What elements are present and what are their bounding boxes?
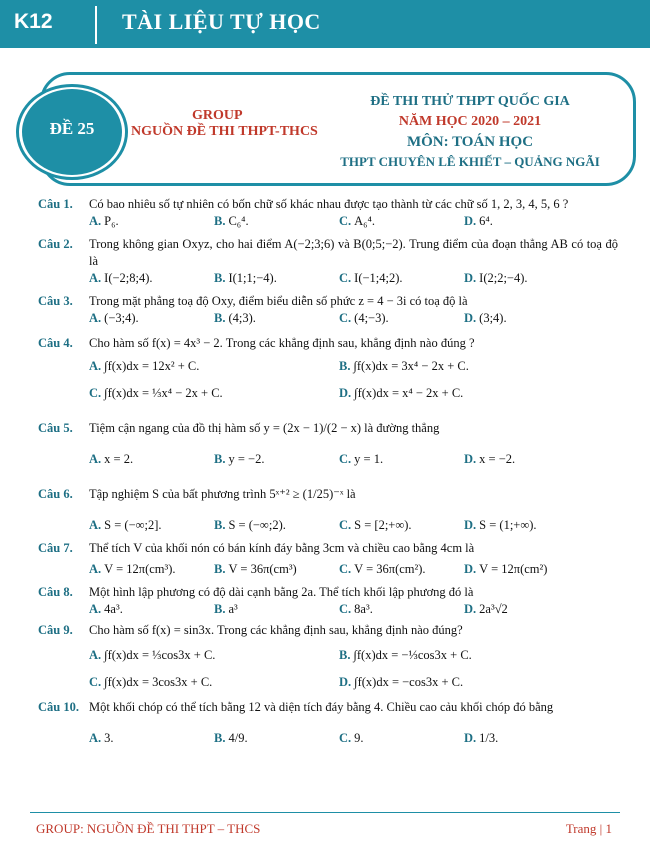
option-label: D. [464, 214, 477, 228]
option-text: ∫f(x)dx = −cos3x + C. [354, 675, 464, 689]
option-label: A. [89, 452, 102, 466]
option [214, 517, 339, 534]
option [339, 561, 464, 578]
option-label: A. [89, 359, 102, 373]
option [214, 601, 339, 618]
option [339, 601, 464, 618]
option [214, 561, 339, 578]
question-number: Câu 8. [38, 585, 73, 599]
question-number: Câu 7. [38, 541, 73, 555]
option [89, 270, 214, 287]
option-text: 6⁴. [479, 214, 493, 228]
question [38, 540, 618, 578]
option [464, 601, 589, 618]
option-text: 2a³√2 [479, 602, 508, 616]
option [464, 561, 589, 578]
question-number: Câu 3. [38, 294, 73, 308]
option [89, 310, 214, 327]
option [339, 451, 464, 468]
option-text: ∫f(x)dx = 12x² + C. [104, 359, 200, 373]
option-text: (−3;4). [104, 311, 139, 325]
option [464, 517, 589, 534]
option-label: A. [89, 214, 102, 228]
option [339, 270, 464, 287]
option-row [89, 213, 618, 230]
option [464, 730, 589, 747]
question [38, 699, 618, 747]
option-text: C₆⁴. [228, 214, 249, 228]
exam-info [330, 92, 610, 172]
option-label: D. [464, 602, 477, 616]
top-banner [0, 0, 650, 48]
option-text: V = 36π(cm³) [228, 562, 297, 576]
subject: MÔN: TOÁN HỌC [406, 134, 534, 150]
option [339, 385, 589, 402]
option-row [89, 601, 618, 618]
question-text: Trong không gian Oxyz, cho hai điểm A(−2;3;6) và B(0;5;−2). Trung điểm của đoạn thẳng AB có toạ độ là [89, 237, 618, 268]
question [38, 293, 618, 327]
option [89, 601, 214, 618]
option-label: C. [339, 562, 352, 576]
question-text: Một khối chóp có thể tích bằng 12 và diện tích đáy bằng 4. Chiều cao cảu khối chóp đó bằng [89, 700, 554, 714]
option [339, 310, 464, 327]
option-label: C. [339, 214, 352, 228]
exam-number-label: ĐỀ 25 [49, 119, 95, 138]
option-text: 9. [354, 731, 364, 745]
option-row [89, 451, 618, 468]
option [89, 385, 339, 402]
option [214, 730, 339, 747]
option-row [89, 674, 618, 691]
option [89, 358, 339, 375]
banner-divider [95, 6, 97, 44]
option-label: D. [464, 271, 477, 285]
option-label: A. [89, 731, 102, 745]
option [214, 270, 339, 287]
option-text: ∫f(x)dx = ⅓x⁴ − 2x + C. [104, 386, 223, 400]
question-text: Thể tích V của khối nón có bán kính đáy bằng 3cm và chiều cao bằng 4cm là [89, 541, 475, 555]
question-number: Câu 5. [38, 421, 73, 435]
option-text: S = (1;+∞). [479, 518, 537, 532]
option-label: C. [339, 271, 352, 285]
option-text: 4a³. [104, 602, 123, 616]
option-label: C. [339, 731, 352, 745]
option-text: I(−1;4;2). [354, 271, 403, 285]
option [89, 517, 214, 534]
option-text: (3;4). [479, 311, 507, 325]
option-text: ∫f(x)dx = x⁴ − 2x + C. [354, 386, 464, 400]
option-row [89, 310, 618, 327]
option-row [89, 730, 618, 747]
option-label: C. [339, 311, 352, 325]
school-name: THPT CHUYÊN LÊ KHIẾT – QUẢNG NGÃI [340, 154, 600, 169]
option-text: (4;3). [228, 311, 256, 325]
option-label: B. [214, 602, 226, 616]
option [339, 647, 589, 664]
option-text: I(2;2;−4). [479, 271, 528, 285]
option-row [89, 358, 618, 375]
option-text: a³ [228, 602, 238, 616]
option [339, 674, 589, 691]
option [89, 674, 339, 691]
option [89, 213, 214, 230]
option-text: V = 36π(cm²). [354, 562, 426, 576]
option-label: A. [89, 271, 102, 285]
option-label: D. [464, 562, 477, 576]
question [38, 236, 618, 287]
option-label: A. [89, 602, 102, 616]
option [339, 730, 464, 747]
option-text: y = −2. [228, 452, 265, 466]
option-label: B. [214, 311, 226, 325]
option-label: C. [339, 602, 352, 616]
question-text: Cho hàm số f(x) = 4x³ − 2. Trong các khẳng định sau, khẳng định nào đúng ? [89, 336, 475, 350]
option-label: D. [464, 731, 477, 745]
option-label: D. [339, 675, 352, 689]
question [38, 335, 618, 402]
option [89, 561, 214, 578]
question-list [38, 196, 618, 747]
option-text: ∫f(x)dx = 3cos3x + C. [104, 675, 213, 689]
option-label: B. [214, 271, 226, 285]
option-label: B. [214, 562, 226, 576]
option [214, 310, 339, 327]
option [464, 270, 589, 287]
question-text: Tập nghiệm S của bất phương trình 5ˣ⁺² ≥ (1/25)⁻ˣ là [89, 487, 356, 501]
question-text: Có bao nhiêu số tự nhiên có bốn chữ số khác nhau được tạo thành từ các chữ số 1, 2, 3, 4, 5, 6 ? [89, 197, 569, 211]
option-text: 4/9. [228, 731, 248, 745]
option [89, 730, 214, 747]
question-number: Câu 4. [38, 336, 73, 350]
question [38, 486, 618, 534]
question-number: Câu 2. [38, 237, 73, 251]
option [89, 647, 339, 664]
option-text: x = −2. [479, 452, 516, 466]
option-text: A₆⁴. [354, 214, 376, 228]
exam-number-badge [22, 89, 122, 175]
option-label: D. [464, 311, 477, 325]
option-text: 1/3. [479, 731, 499, 745]
question-number: Câu 1. [38, 197, 73, 211]
option-label: A. [89, 562, 102, 576]
option-text: S = (−∞;2). [228, 518, 286, 532]
page-number: Trang | 1 [565, 821, 612, 836]
option-text: I(1;1;−4). [228, 271, 277, 285]
question [38, 420, 618, 468]
group-name: NGUỒN ĐỀ THI THPT-THCS [131, 124, 318, 139]
option-label: C. [339, 452, 352, 466]
option-label: B. [339, 359, 351, 373]
group-label: GROUP [192, 108, 243, 123]
footer-divider [30, 812, 620, 813]
option-label: D. [339, 386, 352, 400]
option [339, 358, 589, 375]
footer-group: GROUP: NGUỒN ĐỀ THI THPT – THCS [36, 821, 261, 836]
option-row [89, 270, 618, 287]
option-text: ∫f(x)dx = 3x⁴ − 2x + C. [353, 359, 469, 373]
question-number: Câu 6. [38, 487, 73, 501]
option-text: S = [2;+∞). [354, 518, 412, 532]
option-row [89, 561, 618, 578]
option-text: V = 12π(cm²) [479, 562, 548, 576]
question-text: Trong mặt phẳng toạ độ Oxy, điểm biểu diễn số phức z = 4 − 3i có toạ độ là [89, 294, 468, 308]
option-label: B. [214, 518, 226, 532]
question-text: Cho hàm số f(x) = sin3x. Trong các khẳng định sau, khẳng định nào đúng? [89, 623, 463, 637]
option [464, 213, 589, 230]
question [38, 196, 618, 230]
option-text: x = 2. [104, 452, 134, 466]
option-label: C. [89, 675, 102, 689]
option [89, 451, 214, 468]
option [339, 213, 464, 230]
option-label: D. [464, 518, 477, 532]
question-number: Câu 9. [38, 623, 73, 637]
option-text: y = 1. [354, 452, 384, 466]
option-text: 8a³. [354, 602, 373, 616]
option [464, 451, 589, 468]
option-label: A. [89, 518, 102, 532]
option [464, 310, 589, 327]
option-label: A. [89, 648, 102, 662]
option-label: B. [339, 648, 351, 662]
option-text: V = 12π(cm³). [104, 562, 176, 576]
question-text: Một hình lập phương có độ dài cạnh bằng 2a. Thể tích khối lập phương đó là [89, 585, 474, 599]
banner-title: TÀI LIỆU TỰ HỌC [122, 9, 321, 34]
question-text: Tiệm cận ngang của đồ thị hàm số y = (2x − 1)/(2 − x) là đường thẳng [89, 421, 440, 435]
option-text: 3. [104, 731, 114, 745]
option-label: B. [214, 214, 226, 228]
school-year: NĂM HỌC 2020 – 2021 [398, 114, 542, 129]
option [214, 213, 339, 230]
option [339, 517, 464, 534]
brand-label: K12 [14, 10, 53, 33]
question [38, 584, 618, 618]
option-label: B. [214, 731, 226, 745]
option-text: S = (−∞;2]. [104, 518, 162, 532]
option-label: B. [214, 452, 226, 466]
exam-title: ĐỀ THI THỬ THPT QUỐC GIA [370, 94, 570, 109]
option-text: P₆. [104, 214, 119, 228]
option-row [89, 647, 618, 664]
option-row [89, 385, 618, 402]
option-text: ∫f(x)dx = ⅓cos3x + C. [104, 648, 216, 662]
option-label: C. [89, 386, 102, 400]
option-label: C. [339, 518, 352, 532]
option-text: (4;−3). [354, 311, 389, 325]
question [38, 622, 618, 691]
option-text: I(−2;8;4). [104, 271, 153, 285]
option-label: A. [89, 311, 102, 325]
option [214, 451, 339, 468]
option-label: D. [464, 452, 477, 466]
question-number: Câu 10. [38, 700, 79, 714]
option-row [89, 517, 618, 534]
option-text: ∫f(x)dx = −⅓cos3x + C. [353, 648, 472, 662]
